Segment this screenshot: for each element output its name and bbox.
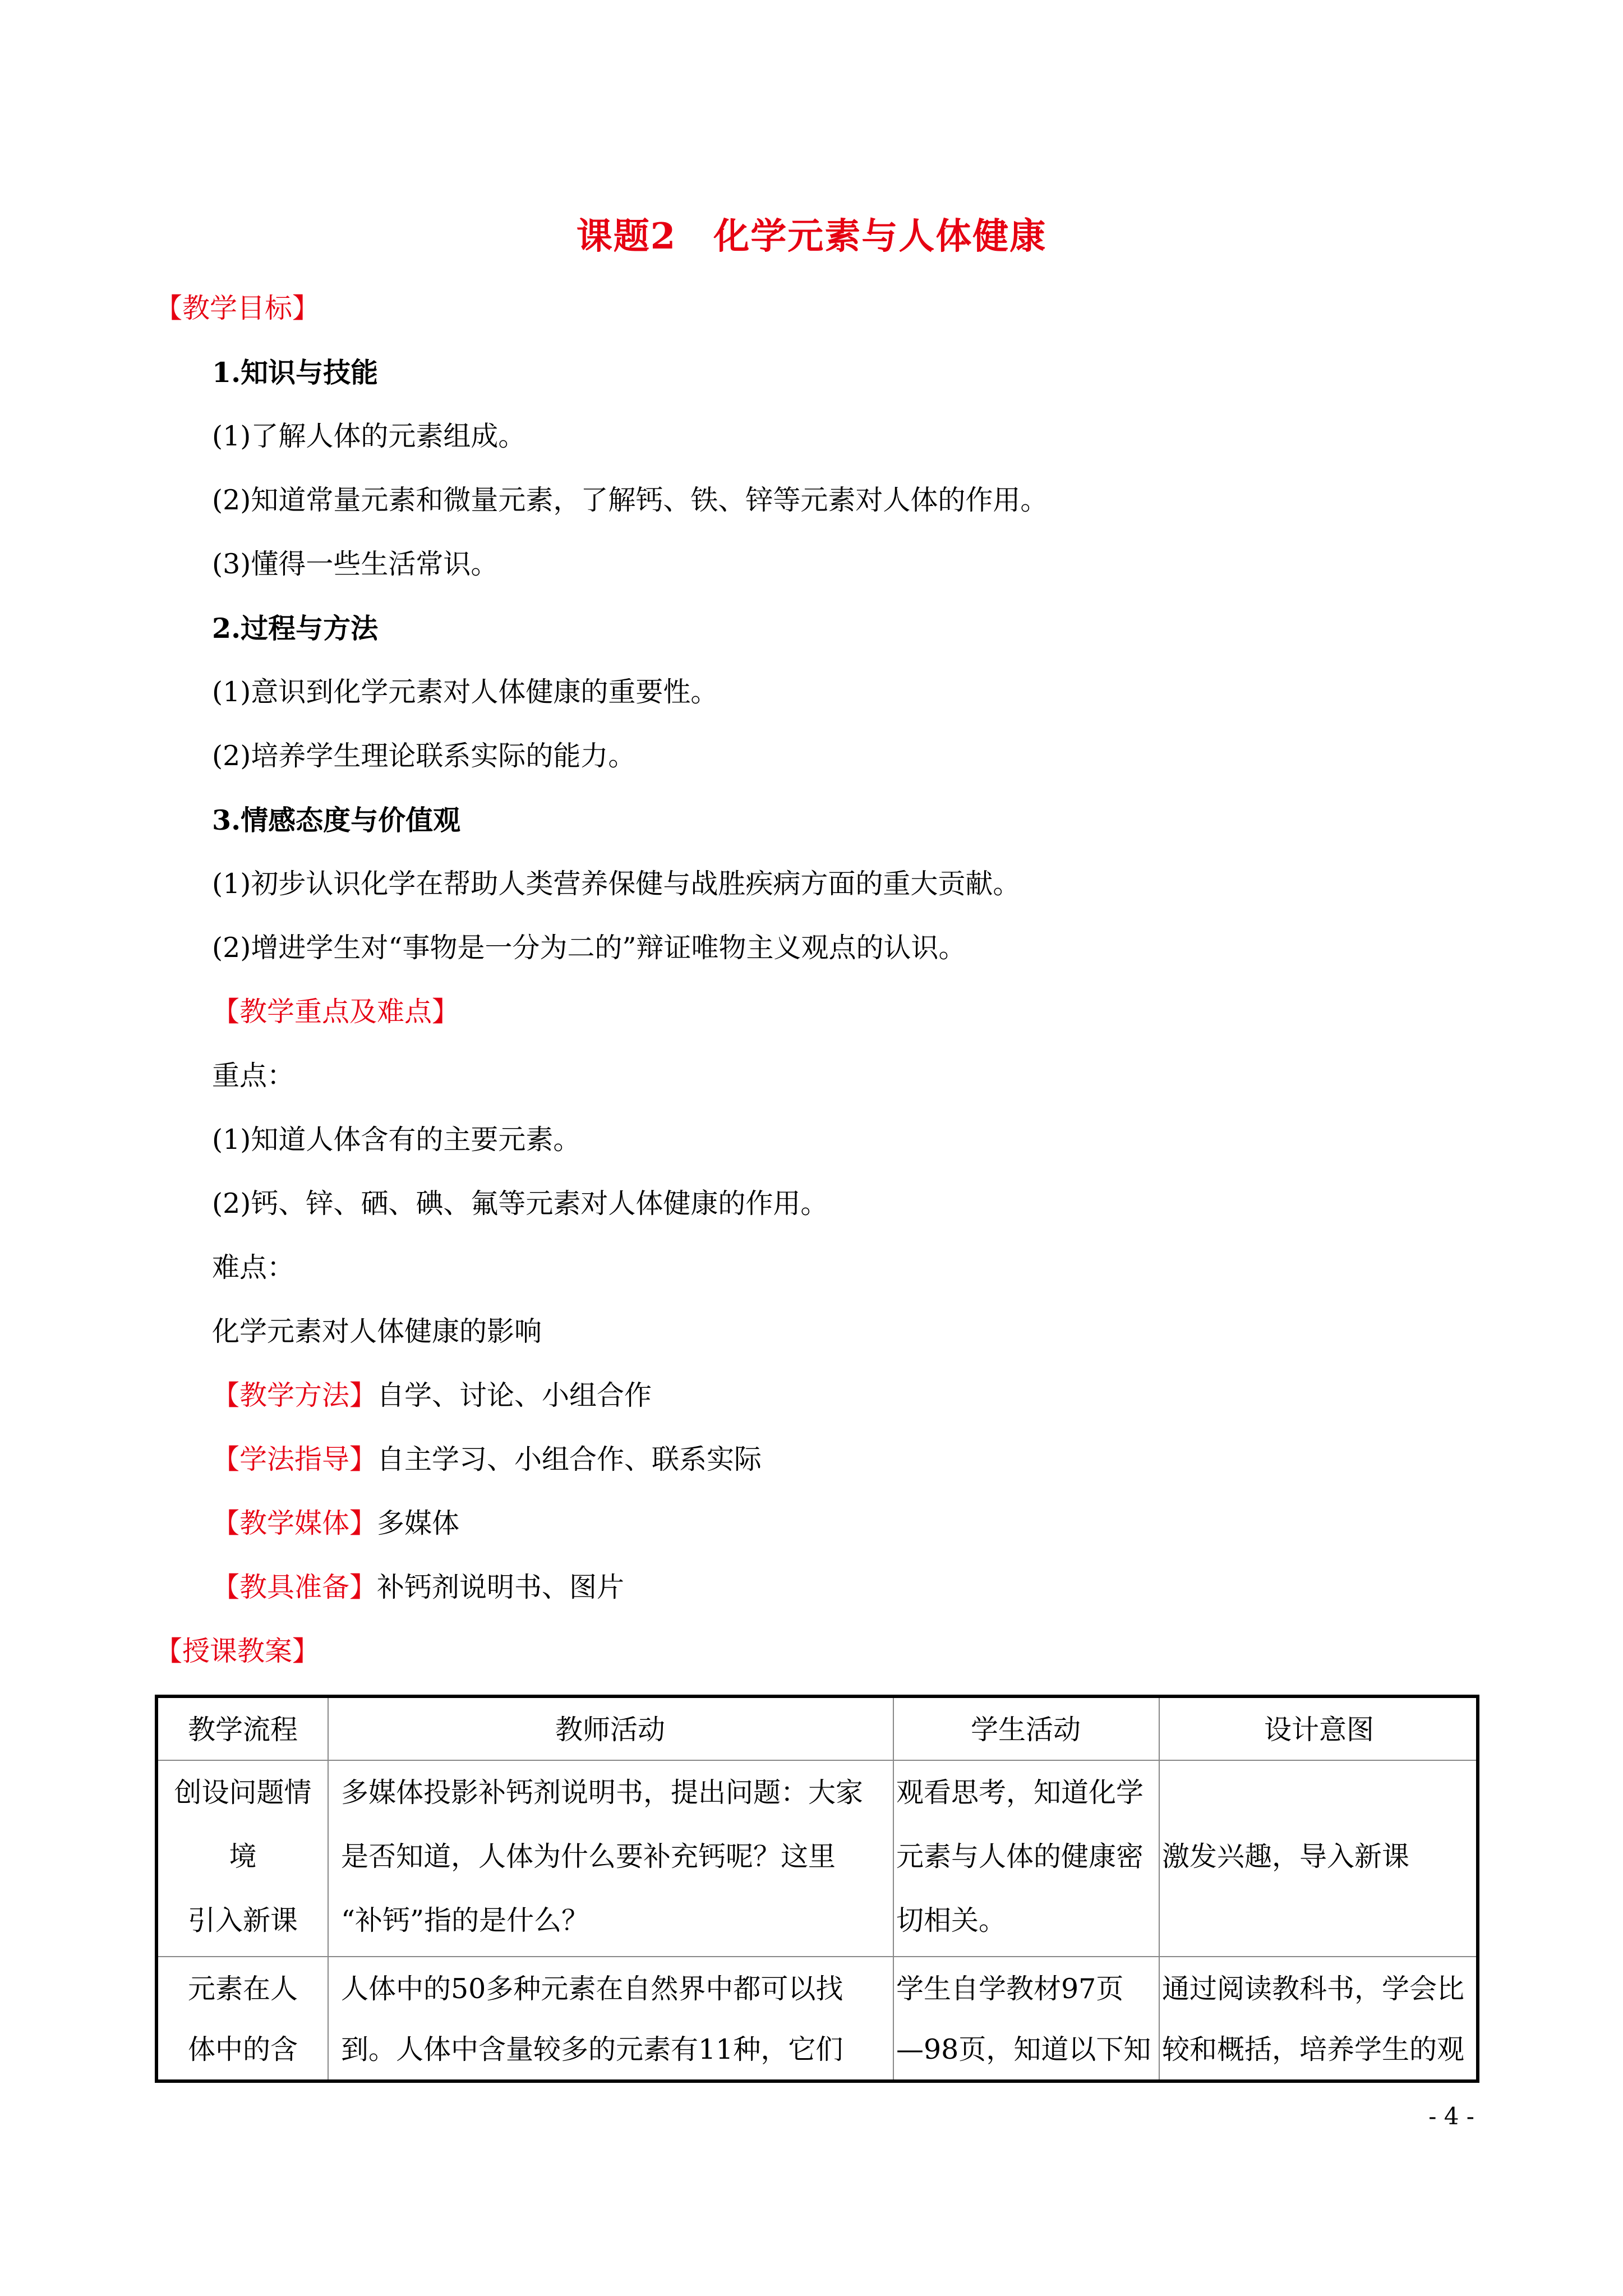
row2-intent-line: 通过阅读教科书，学会比	[1162, 1973, 1465, 2005]
info-teaching-aids	[212, 1571, 624, 1604]
key-item: (2)钙、锌、硒、碘、氟等元素对人体健康的作用。	[212, 1188, 828, 1220]
info-value: 补钙剂说明书、图片	[377, 1571, 625, 1603]
info-label: 【学法指导】	[212, 1443, 377, 1475]
row2-flow-line: 体中的含	[187, 2033, 298, 2065]
row2-flow-line: 元素在人	[187, 1973, 298, 2005]
header-teacher: 教师活动	[555, 1714, 665, 1746]
row2-teacher-line: 人体中的50多种元素在自然界中都可以找	[341, 1973, 843, 2005]
row2-intent-line: 较和概括，培养学生的观	[1162, 2033, 1465, 2065]
info-learning-guide	[212, 1443, 762, 1476]
section-knowledge-title: 1.知识与技能	[212, 356, 379, 389]
row2-teacher-line: 到。人体中含量较多的元素有11种，它们	[341, 2033, 843, 2065]
info-label: 【教学方法】	[212, 1379, 377, 1411]
row1-teacher-line: 多媒体投影补钙剂说明书，提出问题：大家	[341, 1777, 864, 1809]
knowledge-item: (1)了解人体的元素组成。	[212, 420, 526, 452]
row1-flow-line: 引入新课	[187, 1904, 298, 1936]
info-value: 多媒体	[377, 1507, 460, 1539]
row1-flow-line: 创设问题情	[174, 1777, 312, 1809]
row1-flow-line: 境	[229, 1841, 257, 1872]
header-flow: 教学流程	[187, 1714, 298, 1746]
key-points-heading: 【教学重点及难点】	[212, 996, 460, 1028]
attitude-item: (1)初步认识化学在帮助人类营养保健与战胜疾病方面的重大贡献。	[212, 868, 1021, 900]
header-student: 学生活动	[970, 1714, 1081, 1746]
header-intent: 设计意图	[1264, 1714, 1374, 1746]
difficulty-label: 难点：	[212, 1251, 295, 1283]
process-item: (2)培养学生理论联系实际的能力。	[212, 740, 636, 772]
lesson-plan-heading: 【授课教案】	[155, 1635, 320, 1667]
key-label: 重点：	[212, 1060, 295, 1092]
page-number: - 4 -	[1428, 2102, 1474, 2130]
knowledge-item: (2)知道常量元素和微量元素，了解钙、铁、锌等元素对人体的作用。	[212, 484, 1048, 516]
row1-teacher-line: “补钙”指的是什么？	[341, 1904, 589, 1936]
process-item: (1)意识到化学元素对人体健康的重要性。	[212, 676, 718, 708]
info-value: 自主学习、小组合作、联系实际	[377, 1443, 762, 1475]
page-title: 课题2 化学元素与人体健康	[576, 215, 1047, 257]
info-teaching-media	[212, 1507, 459, 1540]
row1-student-line: 切相关。	[896, 1904, 1007, 1936]
attitude-item: (2)增进学生对“事物是一分为二的”辩证唯物主义观点的认识。	[212, 932, 966, 964]
key-item: (1)知道人体含有的主要元素。	[212, 1124, 581, 1156]
row1-intent-line: 激发兴趣，导入新课	[1162, 1841, 1410, 1872]
info-label: 【教具准备】	[212, 1571, 377, 1603]
info-teaching-method	[212, 1379, 652, 1412]
knowledge-item: (3)懂得一些生活常识。	[212, 548, 499, 580]
info-label: 【教学媒体】	[212, 1507, 377, 1539]
section-attitude-title: 3.情感态度与价值观	[212, 804, 461, 836]
row1-student-line: 观看思考，知道化学	[896, 1777, 1144, 1809]
row1-teacher-line: 是否知道，人体为什么要补充钙呢？这里	[341, 1841, 836, 1872]
lesson-plan-table	[155, 1695, 1479, 2083]
objectives-heading: 【教学目标】	[155, 292, 320, 324]
section-process-title: 2.过程与方法	[212, 612, 379, 645]
row2-student-line: 学生自学教材97页	[896, 1973, 1124, 2005]
difficulty-text: 化学元素对人体健康的影响	[212, 1315, 542, 1347]
row1-student-line: 元素与人体的健康密	[896, 1841, 1144, 1872]
info-value: 自学、讨论、小组合作	[377, 1379, 652, 1411]
row2-student-line: —98页，知道以下知	[896, 2033, 1151, 2065]
